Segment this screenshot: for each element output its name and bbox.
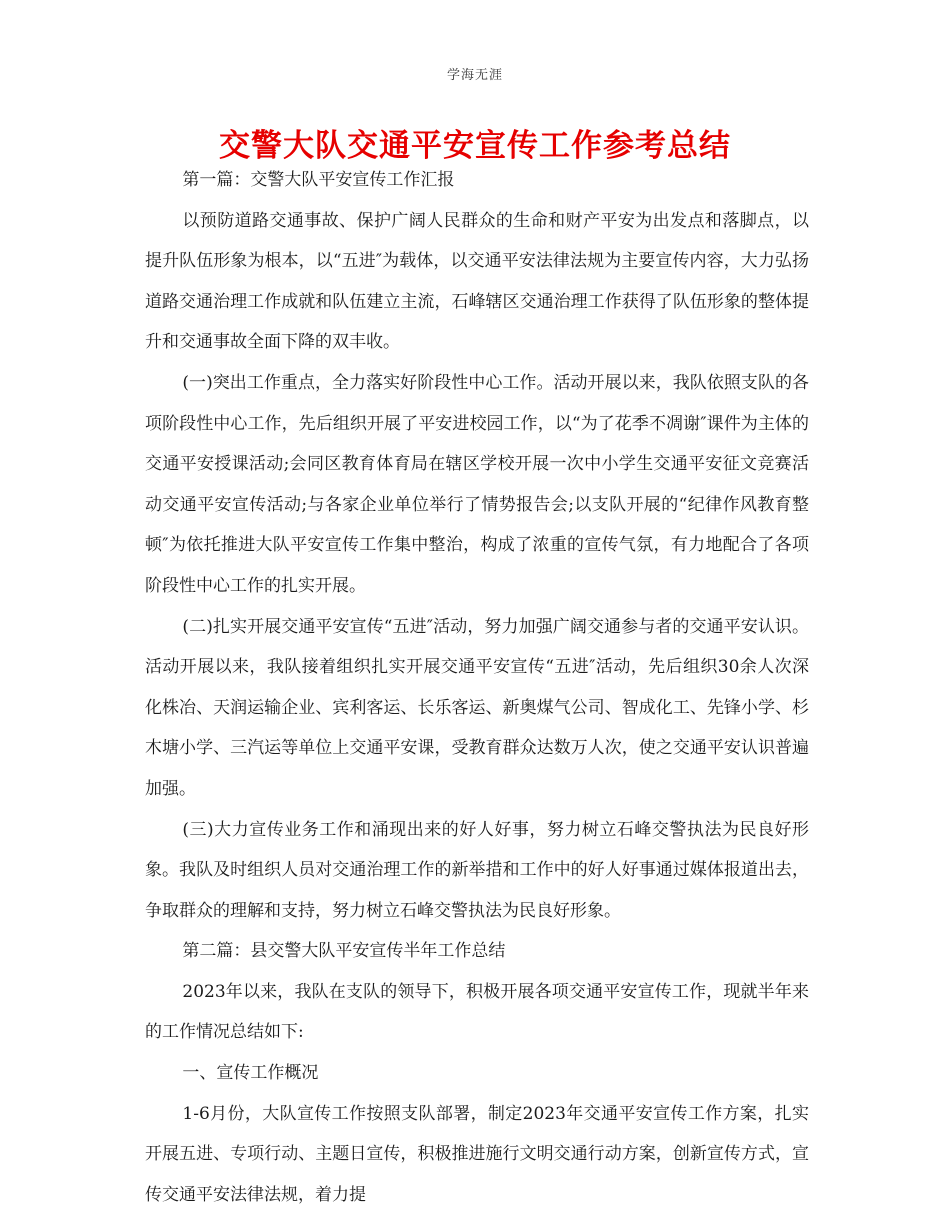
paragraph: (一)突出工作重点，全力落实好阶段性中心工作。活动开展以来，我队依照支队的各项阶段性中心工作，先后组织开展了平安进校园工作，以“为了花季不凋谢″课件为主体的交通平安授课活动;会同区教育体育局在辖区学校开展一次中小学生交通平安征文竞赛活动交通平安宣传活动;与各家企业单位举行了情势报告会;以支队开展的“纪律作风教育整顿″为依托推进大队平安宣传工作集中整治，构成了浓重的宣传气氛，有力地配合了各项阶段性中心工作的扎实开展。 [145, 372, 809, 596]
paragraph: 以预防道路交通事故、保护广阔人民群众的生命和财产平安为出发点和落脚点，以提升队伍形象为根本，以“五进″为载体，以交通平安法律法规为主要宣传内容，大力弘扬道路交通治理工作成就和队伍建立主流，石峰辖区交通治理工作获得了队伍形象的整体提升和交通事故全面下降的双丰收。 [145, 210, 809, 353]
paragraph: 2023年以来，我队在支队的领导下，积极开展各项交通平安宣传工作，现就半年来的工作情况总结如下: [145, 981, 809, 1043]
paragraph: 第二篇：县交警大队平安宣传半年工作总结 [182, 941, 506, 962]
paragraph: (二)扎实开展交通平安宣传“五进″活动，努力加强广阔交通参与者的交通平安认识。活动开展以来，我队接着组织扎实开展交通平安宣传“五进″活动，先后组织30余人次深化株冶、天润运输企业、宾利客运、长乐客运、新奥煤气公司、智成化工、先锋小学、杉木塘小学、三汽运等单位上交通平安课，受教育群众达数万人次，使之交通平安认识普遍加强。 [145, 616, 809, 799]
paragraph: 一、宣传工作概况 [182, 1063, 319, 1084]
paragraph: 1-6月份，大队宣传工作按照支队部署，制定2023年交通平安宣传工作方案，扎实开展五进、专项行动、主题日宣传，积极推进施行文明交通行动方案，创新宣传方式，宣传交通平安法律法规，着力提 [145, 1103, 809, 1205]
page-header: 学海无涯 [446, 68, 503, 83]
document-title: 交警大队交通平安宣传工作参考总结 [219, 128, 731, 164]
paragraph: 第一篇：交警大队平安宣传工作汇报 [182, 170, 455, 190]
document-body [145, 160, 809, 1215]
paragraph: (三)大力宣传业务工作和涌现出来的好人好事，努力树立石峰交警执法为民良好形象。我队及时组织人员对交通治理工作的新举措和工作中的好人好事通过媒体报道出去，争取群众的理解和支持，努力树立石峰交警执法为民良好形象。 [145, 819, 809, 921]
